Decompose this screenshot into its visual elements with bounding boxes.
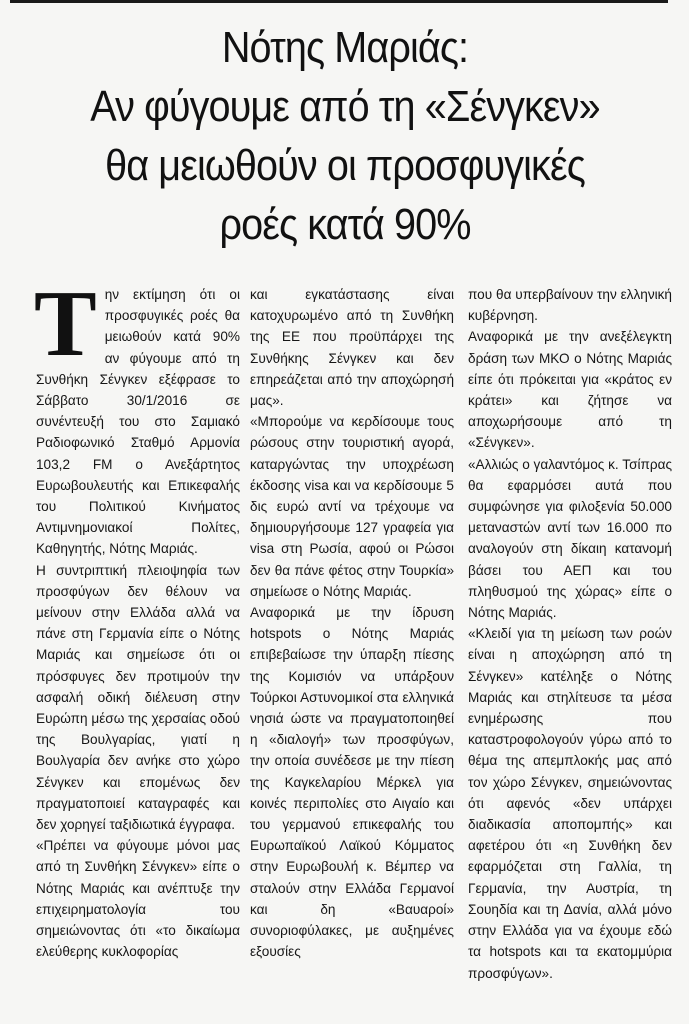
paragraph: «Μπορούμε να κερδίσουμε τους ρώσους στην τουριστική αγορά, καταργώντας την υποχρέωση έκδοσης visa και να κερδίσουμε 5 δις ευρώ αντί να τρέχουμε να δημιουργήσουμε 127 γραφεία για visa στη Ρωσία, αφού οι Ρώσοι δεν θα πάνε φέτος στην Τουρκία» σημείωσε ο Νότης Μαριάς.	[250, 414, 454, 599]
paragraph: «Αλλιώς ο γαλαντόμος κ. Τσίπρας θα εφαρμόσει αυτά που συμφώνησε για φιλοξενία 50.000 μεταναστών αντί των 16.000 πο αναλογούν στη δίκαιη κατανομή βάσει του ΑΕΠ και του πληθυσμού της χώρας» είπε ο Νότης Μαριάς.	[468, 456, 672, 621]
paragraph: που θα υπερβαίνουν την ελληνική κυβέρνηση.	[468, 287, 672, 324]
paragraph: Αναφορικά με την ίδρυση hotspots ο Νότης Μαριάς επιβεβαίωσε την ύπαρξη πίεσης της Κομισιόν να υπάρξουν Τούρκοι Αστυνομικοί στα ελληνικά νησιά ώστε να πραγματοποιηθεί η «διαλογή» των προσφύγων, την οποία συνέδεσε με την πίεση της Καγκελαρίου Μέρκελ για κοινές περιπολίες στο Αιγαίο και του γερμανού επικεφαλής του Ευρωπαϊκού Λαϊκού Κόμματος στην Ευρωβουλή κ. Βέμπερ να σταλούν στην Ελλάδα Γερμανοί και δη «Βαυαροί» συνοριοφύλακες, με αυξημένες εξουσίες	[250, 605, 454, 960]
top-rule	[10, 0, 668, 3]
paragraph: «Πρέπει να φύγουμε μόνοι μας από τη Συνθήκη Σένγκεν» είπε ο Νότης Μαριάς και ανέπτυξε την επιχειρηματολογία του σημειώνοντας ότι «το δικαίωμα ελεύθερης κυκλοφορίας	[36, 838, 240, 960]
paragraph: Η συντριπτική πλειοψηφία των προσφύγων δεν θέλουν να μείνουν στην Ελλάδα αλλά να πάνε στη Γερμανία είπε ο Νότης Μαριάς και σημείωσε ότι οι πρόσφυγες δεν προτιμούν την ασφαλή οδική διέλευση στην Ευρώπη μέσω της χερσαίας οδού της Βουλγαρίας, γιατί η Βουλγαρία δεν ανήκε στο χώρο Σένγκεν και επομένως δεν πραγματοποιεί καταγραφές και δεν χορηγεί ταξιδιωτικά έγγραφα.	[36, 562, 240, 833]
headline	[20, 18, 670, 254]
paragraph: και εγκατάστασης είναι κατοχυρωμένο από τη Συνθήκη της ΕΕ που προϋπάρχει της Συνθήκης Σένγκεν και δεν επηρεάζεται από την αποχώρησή μας».	[250, 287, 454, 409]
drop-cap: Τ	[34, 272, 97, 376]
headline-line-1: Νότης Μαριάς:	[221, 23, 469, 72]
headline-line-4: ροές κατά 90%	[219, 200, 471, 249]
article-column-3	[468, 284, 672, 984]
paragraph: «Κλειδί για τη μείωση των ροών είναι η αποχώρηση από τη Σένγκεν» κατέληξε ο Νότης Μαριάς και στηλίτευσε τα μέσα ενημέρωσης που καταστροφολογούν γύρω από το θέμα της απεμπλοκής μας από τον χώρο Σένγκεν, σημειώνοντας ότι αφενός «δεν υπάρχει διαδικασία αποπομπής» και αφετέρου ότι «η Συνθήκη δεν εφαρμόζεται στη Γαλλία, τη Γερμανία, την Αυστρία, τη Σουηδία και τη Δανία, αλλά μόνο στην Ελλάδα για να έχουμε εδώ τα hotspots και τα εκατομμύρια προσφύγων».	[468, 626, 672, 981]
article-body	[34, 272, 672, 1014]
paragraph: Αναφορικά με την ανεξέλεγκτη δράση των ΜΚΟ ο Νότης Μαριάς είπε ότι πρόκειται για «κράτος εν κράτει» και ζήτησε να αποχωρήσουμε από τη «Σένγκεν».	[468, 329, 672, 451]
headline-line-2: Αν φύγουμε από τη «Σένγκεν»	[90, 82, 600, 131]
article-column-1	[34, 272, 240, 963]
paragraph: ην εκτίμηση ότι οι προσφυγικές ροές θα μειωθούν κατά 90% αν φύγουμε από τη Συνθήκη Σένγκεν εξέφρασε το Σάββατο 30/1/2016 σε συνέντευξή του στο Σαμιακό Ραδιοφωνικό Σταθμό Αρμονία 103,2 FM ο Ανεξάρτητος Ευρωβουλευτής και Επικεφαλής του Πολιτικού Κινήματος Αντιμνημονιακοί Πολίτες, Καθηγητής, Νότης Μαριάς.	[36, 287, 240, 557]
headline-line-3: θα μειωθούν οι προσφυγικές	[105, 141, 585, 190]
article-column-2	[250, 284, 454, 963]
